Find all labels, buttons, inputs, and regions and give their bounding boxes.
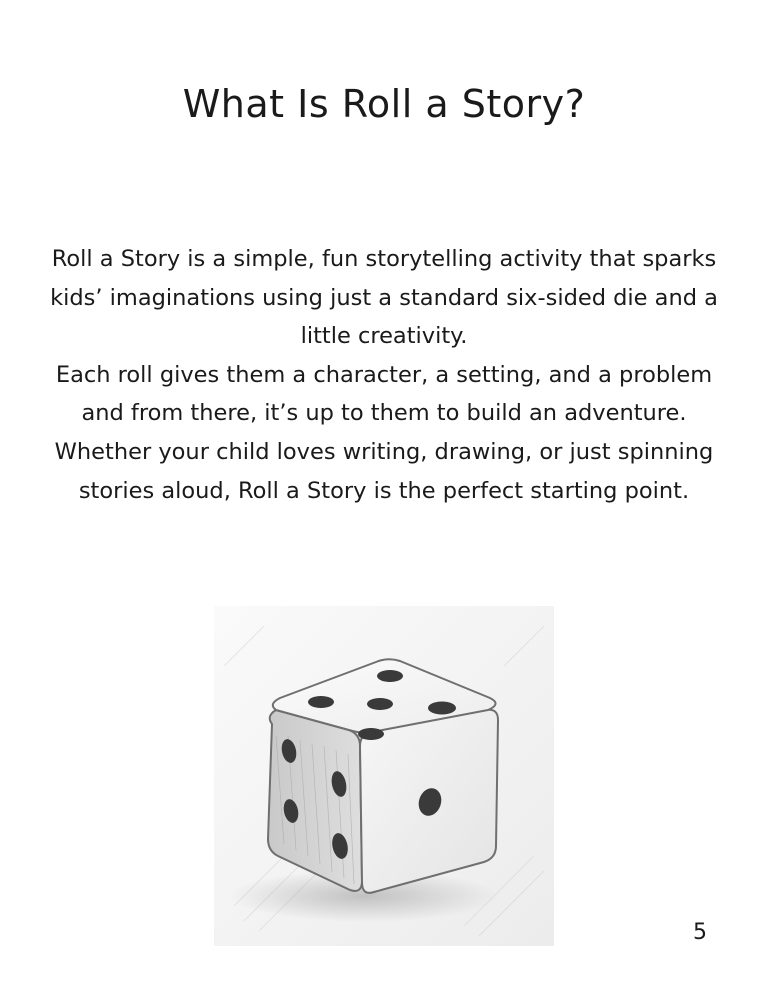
die-icon <box>214 606 554 946</box>
intro-text <box>44 240 724 510</box>
page-number: 5 <box>693 920 707 945</box>
intro-paragraph-3: Whether your child loves writing, drawing, or just spinning stories aloud, Roll a Story is the perfect starting point. <box>54 438 714 504</box>
intro-paragraph-2: Each roll gives them a character, a setting, and a problem and from there, it’s up to them to build an adventure. <box>55 361 713 427</box>
intro-paragraph-1: Roll a Story is a simple, fun storytelling activity that sparks kids’ imaginations using just a standard six-sided die and a little creativity. <box>50 246 718 350</box>
dice-illustration <box>214 606 554 946</box>
page-title: What Is Roll a Story? <box>182 82 586 126</box>
